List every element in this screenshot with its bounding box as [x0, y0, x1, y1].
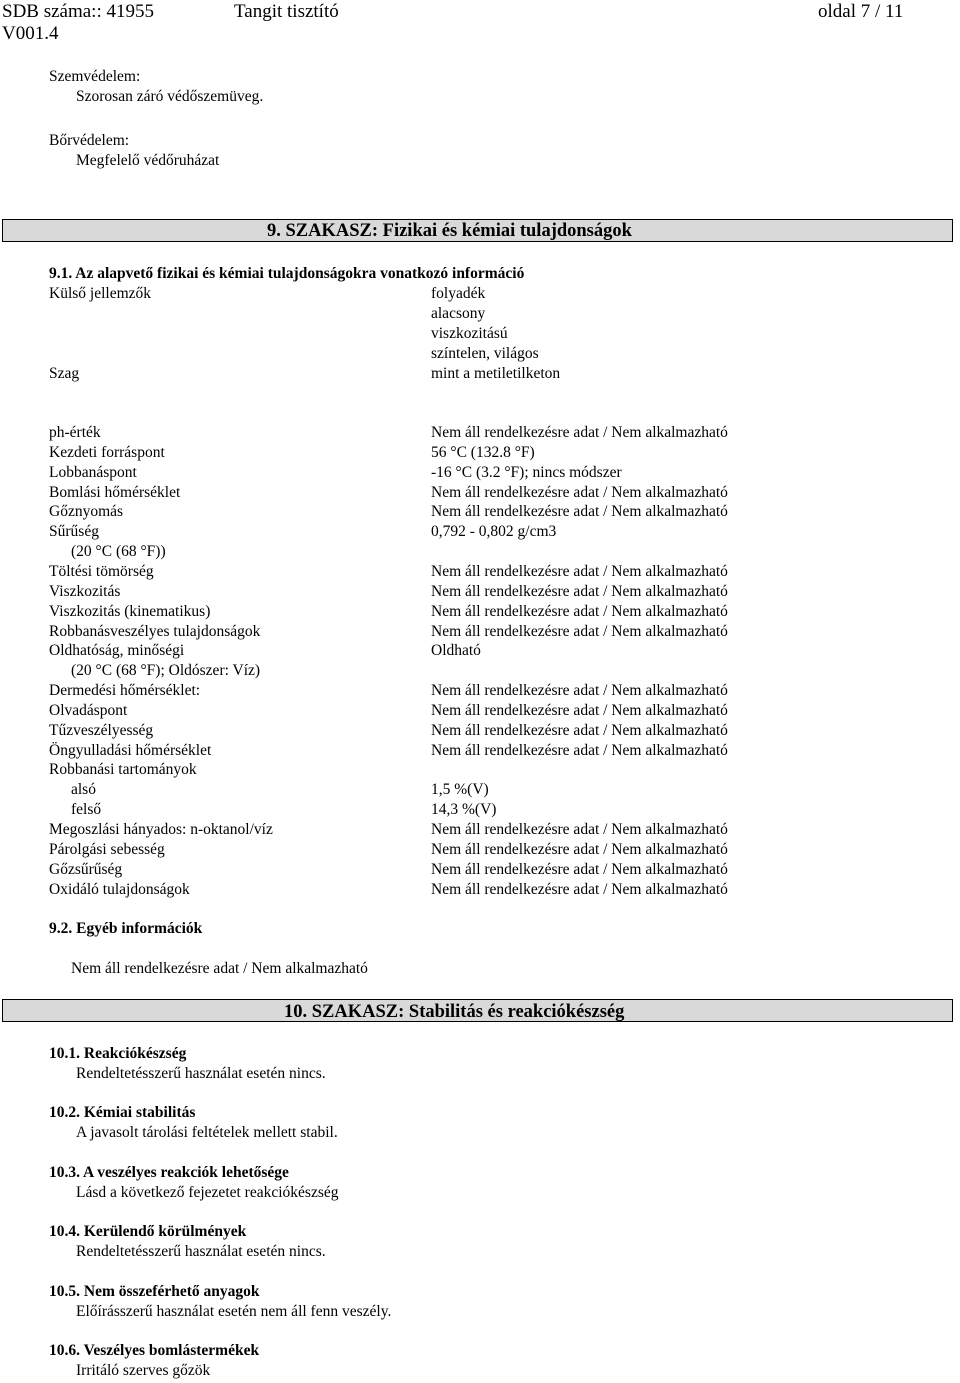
subsection-title: 10.2. Kémiai stabilitás — [49, 1104, 196, 1121]
property-row — [0, 661, 960, 681]
sdb-number: SDB száma:: 41955 — [2, 1, 154, 22]
property-label: ph-érték — [49, 424, 101, 441]
property-row — [0, 622, 960, 642]
property-row — [0, 820, 960, 840]
subsection-title: 10.3. A veszélyes reakciók lehetősége — [49, 1164, 289, 1181]
property-value: Nem áll rendelkezésre adat / Nem alkalmazható — [431, 821, 728, 838]
subsection-title: 10.6. Veszélyes bomlástermékek — [49, 1342, 260, 1359]
property-label: Kezdeti forráspont — [49, 443, 165, 461]
property-row — [0, 741, 960, 761]
property-label: felső — [71, 801, 102, 819]
subsection-9-1-title: 9.1. Az alapvető fizikai és kémiai tulajdonságokra vonatkozó információ — [49, 265, 525, 282]
property-label: alsó — [71, 781, 96, 799]
property-value: Nem áll rendelkezésre adat / Nem alkalmazható — [431, 860, 728, 878]
property-row — [0, 502, 960, 522]
property-row — [0, 641, 960, 661]
property-label: Sűrűség — [49, 523, 99, 541]
property-row — [0, 701, 960, 721]
property-label: Tűzveszélyesség — [49, 721, 154, 739]
subsection-title: 10.4. Kerülendő körülmények — [49, 1223, 247, 1240]
property-label: Dermedési hőmérséklet: — [49, 682, 201, 700]
subsection-text: A javasolt tárolási feltételek mellett stabil. — [76, 1124, 338, 1141]
subsection-title: 10.1. Reakciókészség — [49, 1045, 187, 1062]
property-row — [0, 483, 960, 503]
property-value: Nem áll rendelkezésre adat / Nem alkalmazható — [431, 483, 728, 501]
appearance-value: viszkozitású — [431, 325, 508, 342]
property-value: 1,5 %(V) — [431, 781, 489, 799]
subsection-text: Irritáló szerves gőzök — [76, 1362, 211, 1379]
property-value: Nem áll rendelkezésre adat / Nem alkalmazható — [431, 424, 728, 441]
eye-protection-text: Szorosan záró védőszemüveg. — [76, 88, 264, 105]
property-value: Oldható — [431, 642, 481, 660]
property-row — [0, 602, 960, 622]
property-value: Nem áll rendelkezésre adat / Nem alkalmazható — [431, 503, 728, 521]
property-value: 14,3 %(V) — [431, 801, 497, 819]
property-value: 56 °C (132.8 °F) — [431, 443, 535, 461]
property-label: Viszkozitás (kinematikus) — [49, 602, 211, 620]
property-row — [0, 780, 960, 800]
property-value: Nem áll rendelkezésre adat / Nem alkalmazható — [431, 622, 728, 640]
skin-protection-title: Bőrvédelem: — [49, 132, 130, 149]
property-row — [0, 423, 960, 443]
odor-value: mint a metiletilketon — [431, 365, 561, 382]
section-9-title: 9. SZAKASZ: Fizikai és kémiai tulajdonságok — [267, 221, 632, 241]
property-row — [0, 542, 960, 562]
property-row — [0, 582, 960, 602]
property-label: Gőznyomás — [49, 503, 124, 521]
property-value: Nem áll rendelkezésre adat / Nem alkalmazható — [431, 582, 728, 600]
property-row — [0, 562, 960, 582]
property-row — [0, 800, 960, 820]
property-label: Oxidáló tulajdonságok — [49, 880, 190, 898]
property-value: Nem áll rendelkezésre adat / Nem alkalmazható — [431, 701, 728, 719]
property-value: Nem áll rendelkezésre adat / Nem alkalmazható — [431, 562, 728, 580]
property-label: Gőzsűrűség — [49, 860, 123, 878]
property-label: Oldhatóság, minőségi — [49, 642, 185, 660]
property-label: Viszkozitás — [49, 582, 121, 600]
skin-protection-text: Megfelelő védőruházat — [76, 152, 220, 169]
property-value: Nem áll rendelkezésre adat / Nem alkalmazható — [431, 682, 728, 700]
property-row — [0, 681, 960, 701]
property-row — [0, 522, 960, 542]
property-row — [0, 463, 960, 483]
page-number: oldal 7 / 11 — [818, 1, 904, 22]
property-label: Párolgási sebesség — [49, 840, 165, 858]
property-label: Töltési tömörség — [49, 562, 154, 580]
property-value: -16 °C (3.2 °F); nincs módszer — [431, 463, 622, 481]
subsection-9-2-text: Nem áll rendelkezésre adat / Nem alkalmazható — [71, 960, 368, 977]
appearance-value: színtelen, világos — [431, 345, 539, 362]
property-label: Öngyulladási hőmérséklet — [49, 741, 212, 759]
subsection-text: Rendeltetésszerű használat esetén nincs. — [76, 1243, 326, 1260]
property-row — [0, 840, 960, 860]
subsection-text: Előírásszerű használat esetén nem áll fenn veszély. — [76, 1303, 392, 1320]
version: V001.4 — [2, 23, 59, 44]
product-name: Tangit tisztító — [234, 1, 339, 22]
property-value: Nem áll rendelkezésre adat / Nem alkalmazható — [431, 741, 728, 759]
property-label: Lobbanáspont — [49, 463, 137, 481]
property-label: Megoszlási hányados: n-oktanol/víz — [49, 821, 273, 838]
property-label: (20 °C (68 °F); Oldószer: Víz) — [71, 662, 261, 680]
property-value: 0,792 - 0,802 g/cm3 — [431, 523, 557, 541]
property-label: Bomlási hőmérséklet — [49, 483, 181, 501]
subsection-9-2-title: 9.2. Egyéb információk — [49, 920, 203, 937]
property-value: Nem áll rendelkezésre adat / Nem alkalmazható — [431, 721, 728, 739]
property-row — [0, 860, 960, 880]
property-value: Nem áll rendelkezésre adat / Nem alkalmazható — [431, 840, 728, 858]
property-value: Nem áll rendelkezésre adat / Nem alkalmazható — [431, 602, 728, 620]
subsection-text: Lásd a következő fejezetet reakciókészség — [76, 1184, 339, 1201]
appearance-label: Külső jellemzők — [49, 285, 152, 302]
eye-protection-title: Szemvédelem: — [49, 68, 141, 85]
property-label: Olvadáspont — [49, 701, 128, 719]
property-row — [0, 443, 960, 463]
property-label: Robbanási tartományok — [49, 761, 197, 779]
odor-label: Szag — [49, 365, 80, 382]
appearance-value: alacsony — [431, 305, 486, 322]
subsection-title: 10.5. Nem összeférhető anyagok — [49, 1283, 260, 1300]
property-row — [0, 880, 960, 900]
property-row — [0, 760, 960, 780]
section-10-title: 10. SZAKASZ: Stabilitás és reakciókészség — [284, 1002, 625, 1022]
property-label: Robbanásveszélyes tulajdonságok — [49, 622, 261, 640]
subsection-text: Rendeltetésszerű használat esetén nincs. — [76, 1065, 326, 1082]
property-label: (20 °C (68 °F)) — [71, 543, 166, 561]
property-row — [0, 721, 960, 741]
appearance-value: folyadék — [431, 285, 486, 302]
property-value: Nem áll rendelkezésre adat / Nem alkalmazható — [431, 880, 728, 898]
